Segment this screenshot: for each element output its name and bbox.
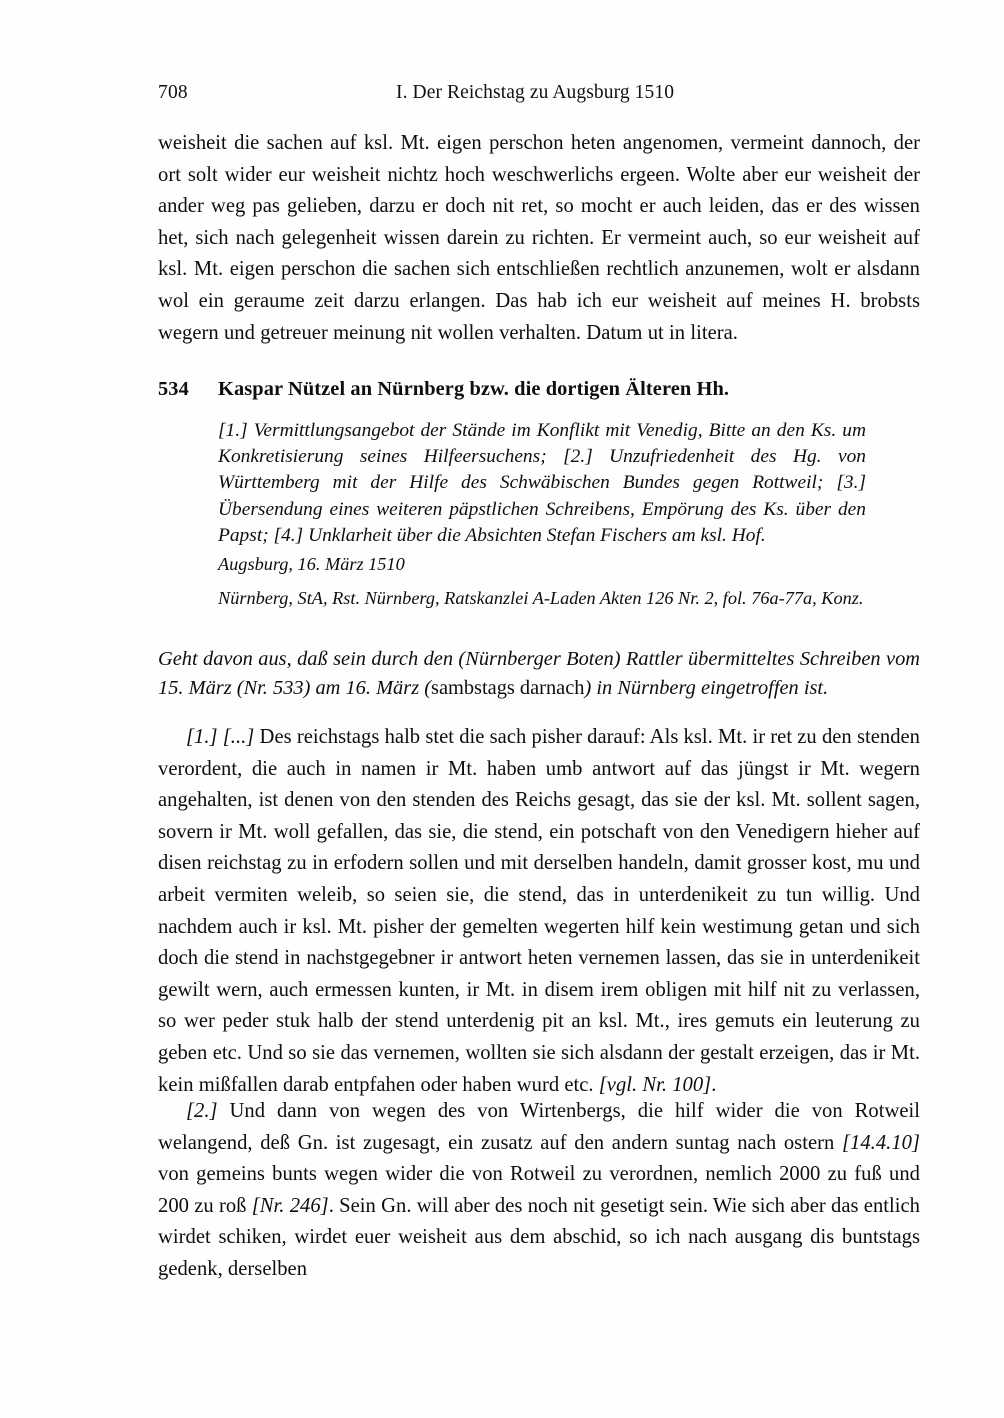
editorial-note-part1: Geht davon aus, daß sein durch den (Nürnberger Boten) Rattler übermitteltes Schreiben vom 15. März (Nr. 533) am 16. März (: [158, 648, 920, 700]
section-2-text-b: von gemeins bunts wegen wider die von Rotweil zu verordnen, nemlich 2000 zu fuß und 200 zu roß: [158, 1163, 920, 1217]
section-1-crossref: [vgl. Nr. 100]: [598, 1073, 712, 1096]
document-title: Kaspar Nützel an Nürnberg bzw. die dortigen Älteren Hh.: [218, 378, 730, 400]
section-2-date-ref: [14.4.10]: [842, 1131, 920, 1154]
section-2-marker: [2.]: [186, 1100, 218, 1122]
transcription-section-1: [158, 722, 920, 1101]
section-2-text-c: . Sein Gn. will aber des noch nit gesetigt sein. Wie sich aber das entlich wirdet schiken, wirdet euer weisheit aus dem abschid, so ich nach ausgang dis buntstags gedenk, derselben: [158, 1194, 920, 1280]
opening-paragraph: weisheit die sachen auf ksl. Mt. eigen perschon heten angenomen, vermeint dannoch, der ort solt wider eur weisheit nichtz hoch weschwerlichs ergeen. Wolte aber eur weisheit der ander weg pas gelieben, darzu er doch nit ret, so mocht er auch leiden, das er des wissen het, sich nach gelegenheit wissen darein zu richten. Er vermeint auch, so eur weisheit auf ksl. Mt. eigen perschon die sachen sich entschließen rechtlich anzunemen, wolt er alsdann wol ein geraume zeit darzu erlangen. Das hab ich eur weisheit auf meines H. brobsts wegern und getreuer meinung nit wollen verhalten. Datum ut in litera.: [158, 132, 920, 344]
document-dateline: Augsburg, 16. März 1510: [218, 554, 405, 574]
editorial-note-quote: sambstags darnach: [431, 677, 585, 700]
transcription-section-2: [158, 1096, 920, 1286]
editorial-note-part2: ) in Nürnberg eingetroffen ist.: [584, 677, 829, 700]
section-2-text-a: Und dann von wegen des von Wirtenbergs, die hilf wider die von Rotweil welangend, deß Gn. ist zugesagt, ein zusatz auf den andern suntag nach ostern: [158, 1100, 920, 1154]
document-regest: [1.] Vermittlungsangebot der Stände im Konflikt mit Venedig, Bitte an den Ks. um Konkretisierung seines Hilfeersuchens; [2.] Unzufriedenheit des Hg. von Württemberg mit der Hilfe des Schwäbischen Bundes gegen Rottweil; [3.] Übersendung eines weiteren päpstlichen Schreibens, Empörung des Ks. über den Papst; [4.] Unklarheit über die Absichten Stefan Fischers am ksl. Hof.: [218, 420, 866, 546]
editorial-note: [158, 645, 920, 704]
section-2-crossref: [Nr. 246]: [251, 1194, 329, 1217]
page-number: 708: [158, 82, 188, 103]
running-title: I. Der Reichstag zu Augsburg 1510: [396, 82, 675, 103]
section-1-tail: .: [711, 1073, 717, 1096]
document-number: 534: [158, 378, 189, 400]
archival-reference: Nürnberg, StA, Rst. Nürnberg, Ratskanzlei A-Laden Akten 126 Nr. 2, fol. 76a-77a, Konz.: [218, 588, 864, 608]
section-1-marker: [1.] [...]: [186, 726, 255, 748]
section-1-text: Des reichstags halb stet die sach pisher darauf: Als ksl. Mt. ir ret zu den stenden verordent, die auch in namen ir Mt. haben umb antwort auf das jüngst ir Mt. wegern angehalten, ist denen von den stenden des Reichs gesagt, das sie der ksl. Mt. sollent sagen, sovern ir Mt. woll gefallen, das sie, die stend, ein potschaft von den Venedigern hieher auf disen reichstag zu in erfodern sollen und mit derselben handeln, damit grosser kost, mu und arbeit vermiten weleib, so seien sie, die stend, das in unterdenikeit zu tun willig. Und nachdem auch ir ksl. Mt. pisher der gemelten wegerten hilf kein westimung getan und sich doch die stend in nachstgegebner ir antwort heten vernemen lassen, das sie in unterdenikeit gewilt wern, auch ermessen kunten, ir Mt. in disem irem obligen mit hilf nit zu verlassen, so wer peder stuk halb der stend unterdenig pit an ksl. Mt., ires gemuts ein leuterung zu geben etc. Und so sie das vernemen, wollten sie sich alsdann der gestalt erzeigen, das ir Mt. kein mißfallen darab entpfahen oder haben wurd etc.: [158, 726, 921, 1096]
running-head: [158, 78, 862, 108]
document-heading: [158, 375, 920, 404]
